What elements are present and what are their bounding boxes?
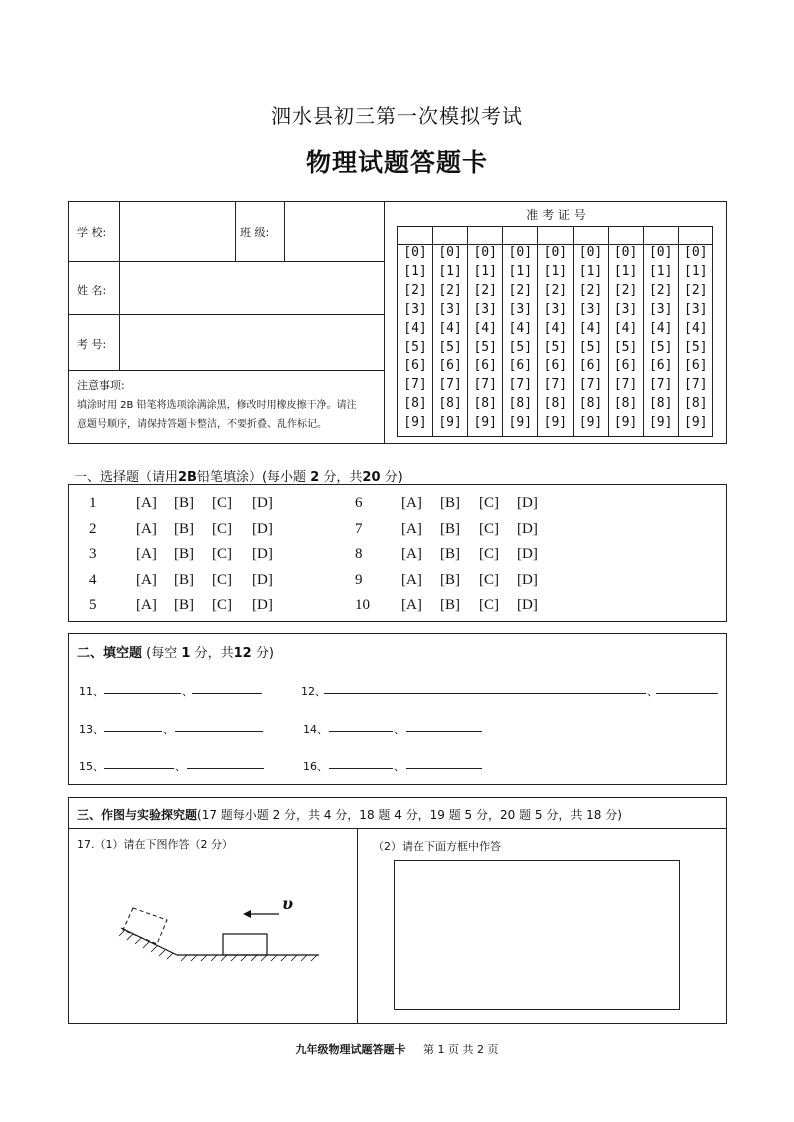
admission-digit-bubble[interactable]: [3] (648, 301, 673, 317)
choice-option[interactable]: [A] (401, 571, 422, 588)
question-number: 7 (355, 520, 363, 537)
footer (0, 1041, 794, 1057)
admission-digit-bubble[interactable]: [4] (403, 320, 427, 336)
exam-number-label: 考 号: (77, 338, 107, 351)
admission-digit-bubble[interactable]: [5] (578, 339, 603, 355)
admission-digit-bubble[interactable]: [6] (473, 358, 497, 374)
choice-option[interactable]: [B] (440, 546, 460, 562)
admission-digit-bubble[interactable]: [0] (438, 245, 462, 260)
admission-digit-bubble[interactable]: [9] (684, 415, 708, 431)
choice-option[interactable]: [C] (212, 520, 232, 537)
choice-option[interactable]: [B] (440, 520, 460, 537)
choice-option[interactable]: [C] (212, 495, 232, 511)
q12-sep: 、 (647, 685, 658, 698)
choice-option[interactable]: [D] (252, 546, 273, 562)
admission-digit-bubble[interactable]: [0] (403, 245, 427, 260)
admission-digit-bubble[interactable]: [1] (578, 263, 603, 279)
choice-option[interactable]: [A] (401, 546, 422, 562)
admission-digit-bubble[interactable]: [2] (648, 282, 673, 298)
q14-sep: 、 (394, 723, 405, 736)
velocity-label: υ (282, 894, 294, 913)
q15-sep: 、 (175, 760, 186, 773)
admission-digit-bubble[interactable]: [0] (473, 245, 497, 260)
admission-digit-bubble[interactable]: [4] (508, 320, 533, 336)
footer-title: 九年级物理试题答题卡 (295, 1043, 406, 1056)
admission-digit-bubble[interactable]: [4] (613, 320, 638, 336)
class-field[interactable] (285, 202, 383, 260)
admission-digit-bubble[interactable]: [1] (543, 263, 568, 279)
exam-title: 泗水县初三第一次模拟考试 (271, 104, 523, 128)
question-number: 10 (355, 597, 370, 613)
admission-digit-bubble[interactable]: [1] (403, 263, 427, 279)
admission-digit-bubble[interactable]: [5] (473, 339, 497, 355)
q13-blank-2[interactable] (175, 731, 263, 732)
choice-option[interactable]: [D] (252, 571, 273, 588)
choice-option[interactable]: [A] (136, 597, 157, 613)
admission-digit-bubble[interactable]: [0] (508, 245, 533, 260)
admission-digit-bubble[interactable]: [2] (613, 282, 638, 298)
school-label: 学 校: (77, 226, 107, 239)
admission-digit-bubble[interactable]: [9] (438, 415, 462, 431)
info-box (68, 201, 727, 444)
q15-blank-1[interactable] (104, 768, 174, 769)
choice-option[interactable]: [C] (212, 571, 232, 588)
admission-digit-bubble[interactable]: [3] (473, 301, 497, 317)
q11-blank-2[interactable] (192, 693, 262, 694)
admission-digit-bubble[interactable]: [0] (543, 245, 568, 260)
admission-digit-bubble[interactable]: [1] (508, 263, 533, 279)
question-number: 6 (355, 495, 363, 511)
class-label: 班 级: (240, 226, 270, 239)
answer-card-title: 物理试题答题卡 (305, 148, 488, 177)
admission-digit-bubble[interactable]: [4] (473, 320, 497, 336)
notice-title: 注意事项: (77, 379, 125, 392)
q16-blank-1[interactable] (329, 768, 393, 769)
question-number: 5 (89, 597, 97, 613)
section1-title: 一、选择题（请用2B铅笔填涂）(每小题 2 分，共20 分) (74, 470, 403, 485)
admission-digit-bubble[interactable]: [6] (508, 358, 533, 374)
q11-sep: 、 (182, 685, 193, 698)
admission-digit-bubble[interactable]: [8] (613, 396, 638, 412)
choice-option[interactable]: [D] (517, 520, 538, 537)
notice-line-2: 意题号顺序，请保持答题卡整洁，不要折叠、乱作标记。 (77, 419, 327, 430)
admission-digit-bubble[interactable]: [3] (613, 301, 638, 317)
q12-blank-1[interactable] (324, 693, 646, 694)
section3-title: 三、作图与实验探究题(17 题每小题 2 分，共 4 分，18 题 4 分，19 题 5 分，20 题 5 分，共 18 分) (77, 808, 622, 822)
q14-blank-2[interactable] (406, 731, 482, 732)
page-number: 第 1 页 共 2 页 (423, 1043, 499, 1056)
admission-digit-bubble[interactable]: [5] (543, 339, 568, 355)
choice-option[interactable]: [C] (479, 546, 499, 562)
admission-digit-bubble[interactable]: [2] (473, 282, 497, 298)
admission-digit-bubble[interactable]: [7] (403, 377, 427, 393)
q14-label: 14、 (303, 723, 328, 736)
choice-option[interactable]: [C] (479, 520, 499, 537)
section2-box (68, 633, 727, 785)
question-number: 2 (89, 520, 97, 537)
name-field[interactable] (120, 262, 383, 313)
choice-option[interactable]: [B] (174, 495, 194, 511)
section1-box (68, 484, 727, 622)
choice-option[interactable]: [A] (401, 597, 422, 613)
admission-digit-bubble[interactable]: [1] (613, 263, 638, 279)
admission-digit-bubble[interactable]: [3] (684, 301, 708, 317)
drawing-box[interactable] (394, 860, 680, 1010)
question-number: 8 (355, 546, 363, 562)
admission-digit-bubble[interactable]: [3] (543, 301, 568, 317)
admission-digit-bubble[interactable]: [4] (438, 320, 462, 336)
choice-option[interactable]: [B] (440, 495, 460, 511)
admission-digit-bubble[interactable]: [4] (648, 320, 673, 336)
admission-digit-bubble[interactable]: [2] (543, 282, 568, 298)
admission-number-title: 准 考 证 号 (526, 208, 586, 222)
admission-digit-bubble[interactable]: [7] (508, 377, 533, 393)
q17-part2-label: （2）请在下面方框中作答 (373, 840, 501, 853)
admission-digit-bubble[interactable]: [9] (473, 415, 497, 431)
q15-label: 15、 (79, 760, 104, 773)
admission-digit-bubble[interactable]: [7] (438, 377, 462, 393)
admission-digit-bubble[interactable]: [1] (684, 263, 708, 279)
admission-digit-bubble[interactable]: [3] (508, 301, 533, 317)
admission-digit-bubble[interactable]: [5] (684, 339, 708, 355)
admission-digit-bubble[interactable]: [4] (578, 320, 603, 336)
admission-digit-bubble[interactable]: [0] (578, 245, 603, 260)
admission-digit-bubble[interactable]: [8] (543, 396, 568, 412)
admission-digit-bubble[interactable]: [7] (613, 377, 638, 393)
admission-digit-bubble[interactable]: [8] (578, 396, 603, 412)
admission-digit-bubble[interactable]: [5] (508, 339, 533, 355)
choice-option[interactable]: [D] (517, 546, 538, 562)
choice-option[interactable]: [A] (401, 520, 422, 537)
choice-option[interactable]: [B] (440, 597, 460, 613)
incline-block-diagram[interactable] (109, 888, 329, 968)
q13-blank-1[interactable] (104, 731, 162, 732)
choice-option[interactable]: [B] (174, 571, 194, 588)
admission-digit-bubble[interactable]: [0] (648, 245, 673, 260)
admission-digit-bubble[interactable]: [4] (543, 320, 568, 336)
choice-option[interactable]: [C] (479, 597, 499, 613)
admission-digit-bubble[interactable]: [9] (578, 415, 603, 431)
q11-blank-1[interactable] (104, 693, 181, 694)
choice-option[interactable]: [A] (136, 495, 157, 511)
admission-digit-bubble[interactable]: [9] (648, 415, 673, 431)
admission-digit-bubble[interactable]: [1] (648, 263, 673, 279)
admission-digit-bubble[interactable]: [6] (543, 358, 568, 374)
choice-option[interactable]: [C] (479, 571, 499, 588)
q16-blank-2[interactable] (406, 768, 482, 769)
choice-option[interactable]: [C] (212, 546, 232, 562)
choice-option[interactable]: [C] (479, 495, 499, 511)
name-label: 姓 名: (77, 284, 107, 297)
admission-digit-bubble[interactable]: [6] (438, 358, 462, 374)
admission-digit-bubble[interactable]: [7] (578, 377, 603, 393)
choice-option[interactable]: [D] (252, 495, 273, 511)
choice-option[interactable]: [B] (174, 520, 194, 537)
question-number: 1 (89, 495, 97, 511)
choice-option[interactable]: [B] (174, 546, 194, 562)
choice-option[interactable]: [A] (401, 495, 422, 511)
choice-option[interactable]: [D] (252, 597, 273, 613)
admission-digit-bubble[interactable]: [9] (543, 415, 568, 431)
choice-option[interactable]: [B] (440, 571, 460, 588)
admission-digit-bubble[interactable]: [2] (508, 282, 533, 298)
admission-digit-bubble[interactable]: [8] (684, 396, 708, 412)
choice-option[interactable]: [D] (517, 495, 538, 511)
admission-digit-bubble[interactable]: [5] (438, 339, 462, 355)
admission-digit-bubble[interactable]: [5] (613, 339, 638, 355)
admission-digit-bubble[interactable]: [3] (403, 301, 427, 317)
question-number: 3 (89, 546, 97, 562)
admission-digit-bubble[interactable]: [6] (648, 358, 673, 374)
section3-box (68, 797, 727, 1024)
admission-digit-bubble[interactable]: [9] (613, 415, 638, 431)
admission-digit-bubble[interactable]: [5] (403, 339, 427, 355)
admission-digit-bubble[interactable]: [2] (684, 282, 708, 298)
admission-digit-bubble[interactable]: [5] (648, 339, 673, 355)
admission-digit-bubble[interactable]: [1] (473, 263, 497, 279)
choice-option[interactable]: [D] (252, 520, 273, 537)
admission-digit-bubble[interactable]: [2] (438, 282, 462, 298)
admission-digit-bubble[interactable]: [6] (403, 358, 427, 374)
admission-digit-bubble[interactable]: [0] (613, 245, 638, 260)
q17-part1-label: 17.（1）请在下图作答（2 分） (77, 838, 233, 851)
section2-title: 二、填空题 (每空 1 分，共12 分) (77, 646, 274, 661)
choice-option[interactable]: [B] (174, 597, 194, 613)
choice-option[interactable]: [D] (517, 597, 538, 613)
question-number: 4 (89, 571, 97, 588)
admission-digit-bubble[interactable]: [8] (403, 396, 427, 412)
choice-option[interactable]: [A] (136, 520, 157, 537)
admission-digit-bubble[interactable]: [9] (403, 415, 427, 431)
admission-digit-bubble[interactable]: [6] (613, 358, 638, 374)
q13-label: 13、 (79, 723, 104, 736)
admission-digit-bubble[interactable]: [2] (403, 282, 427, 298)
admission-digit-bubble[interactable]: [1] (438, 263, 462, 279)
admission-digit-bubble[interactable]: [4] (684, 320, 708, 336)
admission-digit-bubble[interactable]: [8] (438, 396, 462, 412)
choice-option[interactable]: [D] (517, 571, 538, 588)
notice-line-1: 填涂时用 2B 铅笔将选项涂满涂黑，修改时用橡皮擦干净。请注 (77, 400, 357, 411)
q14-blank-1[interactable] (329, 731, 393, 732)
exam-number-field[interactable] (120, 315, 383, 369)
admission-digit-bubble[interactable]: [8] (508, 396, 533, 412)
q12-label: 12、 (301, 685, 326, 698)
q12-blank-2[interactable] (656, 693, 718, 694)
q13-sep: 、 (163, 723, 174, 736)
q15-blank-2[interactable] (187, 768, 264, 769)
admission-digit-bubble[interactable]: [0] (684, 245, 708, 260)
q11-label: 11、 (79, 685, 104, 698)
admission-digit-bubble[interactable]: [7] (543, 377, 568, 393)
choice-option[interactable]: [A] (136, 546, 157, 562)
admission-digit-bubble[interactable]: [8] (648, 396, 673, 412)
q16-sep: 、 (394, 760, 405, 773)
admission-digit-bubble[interactable]: [6] (578, 358, 603, 374)
admission-digit-bubble[interactable]: [3] (438, 301, 462, 317)
school-field[interactable] (120, 202, 234, 260)
admission-digit-bubble[interactable]: [7] (684, 377, 708, 393)
admission-digit-bubble[interactable]: [9] (508, 415, 533, 431)
q16-label: 16、 (303, 760, 328, 773)
admission-digit-bubble[interactable]: [3] (578, 301, 603, 317)
choice-option[interactable]: [A] (136, 571, 157, 588)
admission-digit-bubble[interactable]: [2] (578, 282, 603, 298)
admission-digit-bubble[interactable]: [7] (648, 377, 673, 393)
admission-digit-bubble[interactable]: [8] (473, 396, 497, 412)
admission-digit-bubble[interactable]: [7] (473, 377, 497, 393)
question-number: 9 (355, 571, 363, 588)
admission-digit-bubble[interactable]: [6] (684, 358, 708, 374)
choice-option[interactable]: [C] (212, 597, 232, 613)
